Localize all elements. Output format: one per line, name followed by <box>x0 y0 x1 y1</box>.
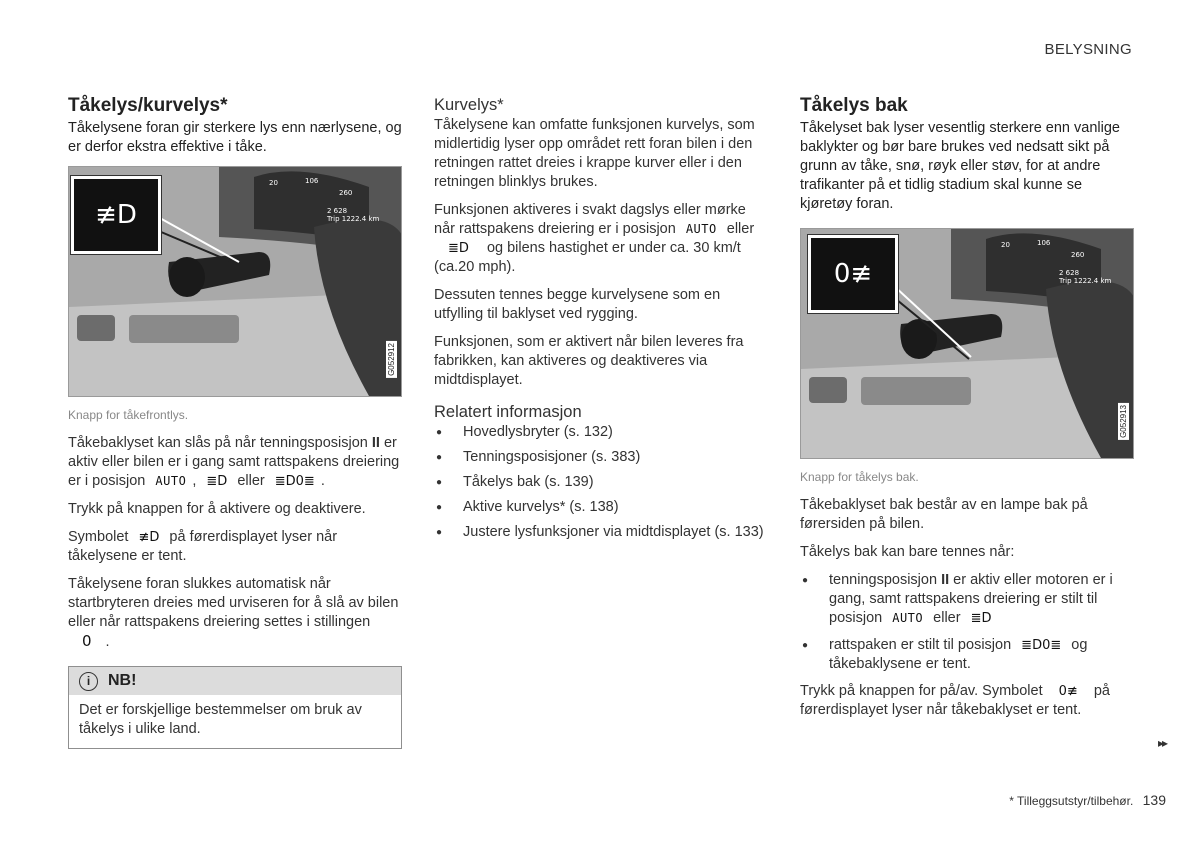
rear-fog-p1: Tåkebaklyset bak består av en lampe bak på førersiden på bilen. <box>800 497 1088 532</box>
note-box <box>68 666 402 749</box>
condition-item: ● tenningsposisjon II er aktiv eller motoren er i gang, samt rattspakens dreiering er stilt til posisjon AUTO eller ≣D <box>800 571 1134 628</box>
low-beam-icon: ≣D <box>448 241 469 256</box>
rear-fog-p3: Trykk på knappen for på/av. Symbolet 0≢ på førerdisplayet lyser når tåkebaklyset er tent. <box>800 683 1110 718</box>
dash-trip: Trip 1222.4 km <box>327 215 380 223</box>
auto-symbol: AUTO <box>892 611 924 625</box>
dash-odometer: 2 628 <box>1059 269 1080 277</box>
front-fog-p3: Symbolet ≢D på førerdisplayet lyser når tåkelysene er tent. <box>68 529 338 564</box>
cornering-p1: Tåkelysene kan omfatte funksjonen kurvelys, som midlertidig lyser opp området rett foran bilen i den retningen rattet dreies i krappe kurver eller i den retningen blinklys brukes. <box>434 117 755 190</box>
front-fog-caption: Knapp for tåkefrontlys. <box>68 408 189 422</box>
front-fog-p1: Tåkebaklyset kan slås på når tenningsposisjon II er aktiv eller bilen er i gang samt rattspakens dreiering er i posisjon AUTO , ≣D eller ≣D0≣ . <box>68 435 400 489</box>
note-title: NB! <box>108 672 137 689</box>
page-number: 139 <box>1142 792 1166 808</box>
parking-light-icon: ≣D0≣ <box>274 474 315 489</box>
related-link[interactable]: ● Aktive kurvelys* (s. 138) <box>434 498 770 517</box>
footer-note: * Tilleggsutstyr/tilbehør. <box>1009 794 1134 808</box>
related-link[interactable]: ● Justere lysfunksjoner via midtdisplayet (s. 133) <box>434 523 770 542</box>
front-fog-p4: Tåkelysene foran slukkes automatisk når startbryteren dreies med urviseren for å slå av bilen eller når rattspakens dreiering settes i stillingen 0 . <box>68 576 399 650</box>
info-icon: i <box>79 672 98 691</box>
dash-speed-1: 20 <box>269 179 278 187</box>
auto-symbol: AUTO <box>685 222 717 236</box>
note-header <box>69 667 401 695</box>
column-cornering-light <box>434 95 770 548</box>
front-fog-icon: ≢D <box>71 176 161 254</box>
cornering-p4: Funksjonen, som er aktivert når bilen leveres fra fabrikken, kan aktiveres og deaktiveres via midtdisplayet. <box>434 334 744 388</box>
front-fog-intro: Tåkelysene foran gir sterkere lys enn nærlysene, og er derfor ekstra effektive i tåke. <box>68 120 402 155</box>
figure-id: G052912 <box>387 343 396 376</box>
cornering-p3: Dessuten tennes begge kurvelysene som en utfylling til baklyset ved rygging. <box>434 287 721 322</box>
front-fog-symbol-icon: ≢D <box>138 530 160 545</box>
rear-fog-intro: Tåkelyset bak lyser vesentlig sterkere enn vanlige baklykter og bør bare brukes ved nedsatt sikt på grunn av tåke, snø, røyk eller støv, for at andre trafikanter på et tidlig stadium skal kunne se kjøretøy foran. <box>800 120 1120 212</box>
dash-speed-3: 260 <box>1071 251 1085 259</box>
rear-fog-icon: 0≢ <box>808 235 898 313</box>
rear-fog-conditions <box>800 571 1134 674</box>
low-beam-icon: ≣D <box>206 474 228 489</box>
cornering-title: Kurvelys* <box>434 96 504 114</box>
dash-odometer: 2 628 <box>327 207 348 215</box>
dash-speed-1: 20 <box>1001 241 1010 249</box>
related-title: Relatert informasjon <box>434 403 582 421</box>
dash-speed-3: 260 <box>339 189 353 197</box>
rear-fog-caption: Knapp for tåkelys bak. <box>800 470 919 484</box>
related-link[interactable]: ● Tenningsposisjoner (s. 383) <box>434 448 770 467</box>
rear-fog-title: Tåkelys bak <box>800 95 908 116</box>
rear-fog-p2: Tåkelys bak kan bare tennes når: <box>800 544 1015 560</box>
position-zero: 0 <box>82 632 92 650</box>
related-link[interactable]: ● Hovedlysbryter (s. 132) <box>434 423 770 442</box>
dash-speed-2: 106 <box>305 177 319 185</box>
dash-speed-2: 106 <box>1037 239 1051 247</box>
parking-light-icon: ≣D0≣ <box>1021 638 1062 653</box>
front-fog-figure <box>68 166 402 397</box>
condition-item: ● rattspaken er stilt til posisjon ≣D0≣ og tåkebaklysene er tent. <box>800 636 1134 674</box>
front-fog-p2: Trykk på knappen for å aktivere og deaktivere. <box>68 501 366 517</box>
rear-fog-symbol-icon: 0≢ <box>1058 684 1078 699</box>
related-link[interactable]: ● Tåkelys bak (s. 139) <box>434 473 770 492</box>
front-fog-title: Tåkelys/kurvelys* <box>68 95 228 116</box>
auto-symbol: AUTO <box>155 474 187 488</box>
note-text: Det er forskjellige bestemmelser om bruk av tåkelys i ulike land. <box>79 702 362 737</box>
continue-arrow-icon: ▸▸ <box>1157 736 1166 750</box>
footer <box>1009 792 1166 808</box>
column-rear-fog <box>800 95 1134 729</box>
rear-fog-figure <box>800 228 1134 459</box>
figure-id: G052913 <box>1119 405 1128 438</box>
cornering-p2: Funksjonen aktiveres i svakt dagslys eller mørke når rattspakens dreiering er i posisjon AUTO eller ≣D og bilens hastighet er under ca. 30 km/t (ca.20 mph). <box>434 202 755 275</box>
column-front-fog <box>68 95 402 749</box>
section-header: BELYSNING <box>1044 41 1132 58</box>
dash-trip: Trip 1222.4 km <box>1059 277 1112 285</box>
low-beam-icon: ≣D <box>970 611 992 626</box>
related-list <box>434 423 770 542</box>
